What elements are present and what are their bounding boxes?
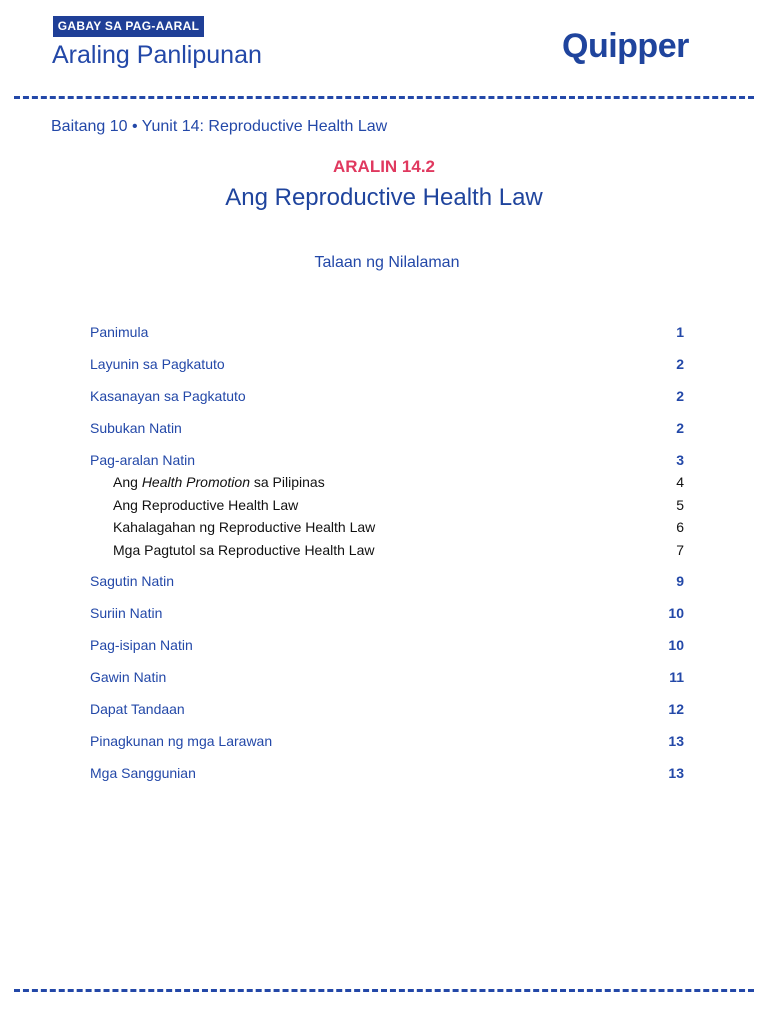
toc-subitem[interactable] [113, 471, 684, 493]
toc-subitem-title [113, 474, 325, 490]
toc-subitem-page: 7 [676, 542, 684, 558]
toc-item-page: 12 [668, 701, 684, 717]
lesson-number: ARALIN 14.2 [332, 157, 436, 176]
toc-item[interactable] [90, 698, 684, 720]
toc-item[interactable] [90, 570, 684, 592]
toc-item-title: Kasanayan sa Pagkatuto [90, 388, 246, 404]
toc-item-title: Pinagkunan ng mga Larawan [90, 733, 273, 749]
toc-item-title: Gawin Natin [90, 669, 167, 685]
toc-subitem-page: 5 [676, 497, 684, 513]
toc-item[interactable] [90, 666, 684, 688]
toc-subitem-title-emphasis: Health Promotion [141, 474, 250, 490]
toc-item[interactable] [90, 385, 684, 407]
toc-subitem-page: 6 [676, 519, 684, 535]
toc-item-page: 9 [676, 573, 684, 589]
toc-item-page: 2 [676, 388, 684, 404]
toc-subitem-page: 4 [676, 474, 684, 490]
toc-subitem-title-after: sa Pilipinas [249, 474, 325, 490]
lesson-title: Ang Reproductive Health Law [225, 184, 543, 211]
toc-item[interactable] [90, 449, 684, 471]
toc-item-page: 1 [676, 324, 684, 340]
toc-item-page: 13 [668, 733, 684, 749]
toc-item-title: Sagutin Natin [90, 573, 175, 589]
toc-item-page: 10 [668, 605, 684, 621]
toc-item-title: Dapat Tandaan [90, 701, 185, 717]
toc-item-title: Panimula [90, 324, 149, 340]
toc-item[interactable] [90, 417, 684, 439]
toc-subitem[interactable] [113, 539, 684, 561]
toc-subitem-title: Ang Reproductive Health Law [113, 497, 299, 513]
toc-item[interactable] [90, 321, 684, 343]
toc-item-page: 3 [676, 452, 684, 468]
bottom-divider [14, 989, 754, 992]
guide-badge: GABAY SA PAG-AARAL [53, 16, 204, 37]
toc-item-title: Pag-aralan Natin [90, 452, 196, 468]
toc-subitem[interactable] [113, 494, 684, 516]
toc-subitem-title: Kahalagahan ng Reproductive Health Law [113, 519, 376, 535]
breadcrumb: Baitang 10 • Yunit 14: Reproductive Health Law [51, 118, 388, 135]
toc-item[interactable] [90, 762, 684, 784]
toc-item-page: 2 [676, 420, 684, 436]
toc-item[interactable] [90, 353, 684, 375]
toc-subitem[interactable] [113, 516, 684, 538]
top-divider [14, 96, 754, 99]
toc-item-title: Suriin Natin [90, 605, 163, 621]
toc-heading: Talaan ng Nilalaman [314, 254, 460, 271]
toc-item[interactable] [90, 602, 684, 624]
toc-item-page: 2 [676, 356, 684, 372]
toc-item-page: 13 [668, 765, 684, 781]
toc-subitem-title: Mga Pagtutol sa Reproductive Health Law [113, 542, 375, 558]
subject-title: Araling Panlipunan [52, 41, 262, 69]
toc-item-page: 10 [668, 637, 684, 653]
quipper-logo: Quipper [562, 27, 689, 65]
toc-item[interactable] [90, 634, 684, 656]
toc-item-page: 11 [669, 669, 684, 685]
toc-item-title: Layunin sa Pagkatuto [90, 356, 225, 372]
toc-item-title: Pag-isipan Natin [90, 637, 193, 653]
toc-subitem-title-before: Ang [113, 474, 142, 490]
toc-item[interactable] [90, 730, 684, 752]
toc-item-title: Subukan Natin [90, 420, 182, 436]
toc-item-title: Mga Sanggunian [90, 765, 196, 781]
